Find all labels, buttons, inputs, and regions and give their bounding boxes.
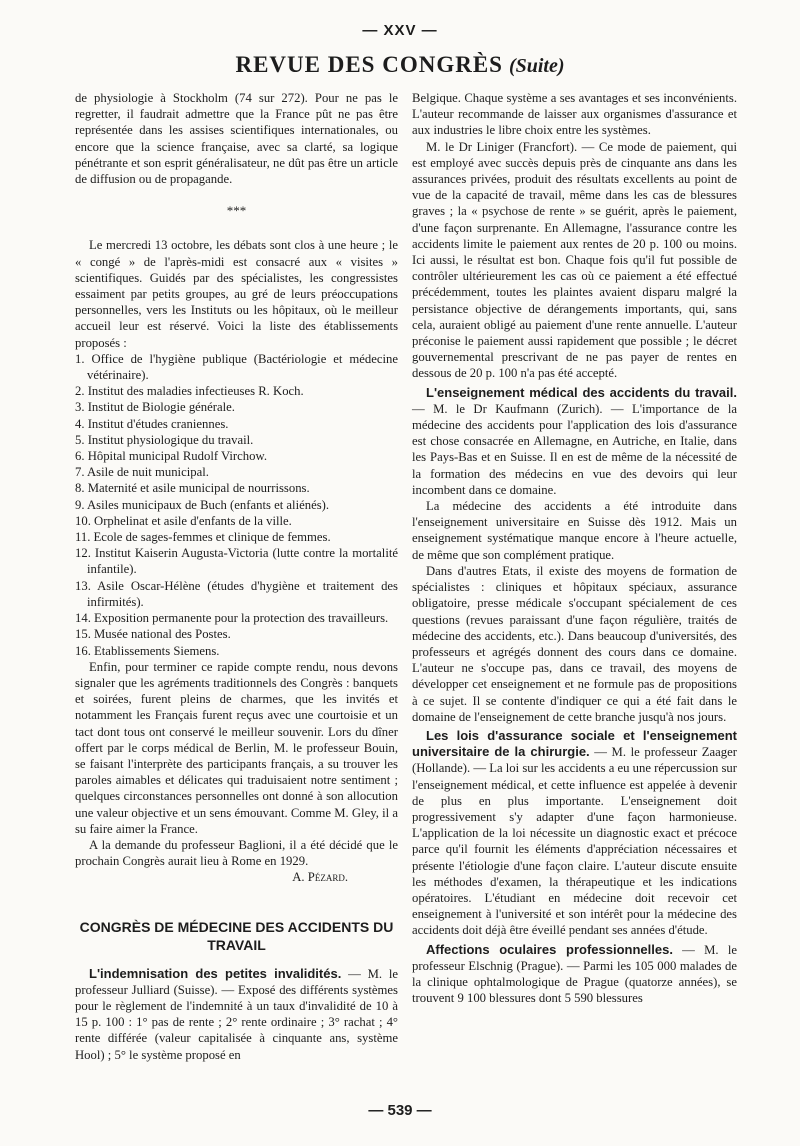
- subsection-heading: L'enseignement médical des accidents du travail.: [426, 384, 737, 400]
- author-signature: [75, 869, 398, 885]
- list-item: 10. Orphelinat et asile d'enfants de la ville.: [75, 513, 292, 528]
- subsection-affections-oculaires: [412, 942, 737, 1007]
- running-title-suite: (Suite): [508, 55, 565, 77]
- running-title-text: REVUE DES CONGRÈS: [235, 52, 503, 77]
- list-item: 3. Institut de Biologie générale.: [75, 400, 235, 415]
- signature-text: A. Pézard.: [292, 870, 348, 885]
- running-title: [0, 52, 800, 78]
- list-item: 5. Institut physiologique du travail.: [75, 432, 254, 447]
- subsection-indemnisation: [75, 966, 398, 1063]
- subsection-heading: Affections oculaires professionnelles.: [426, 941, 673, 957]
- left-paragraph-4: A la demande du professeur Baglioni, il a été décidé que le prochain Congrès aurait lieu à Rome en 1929.: [75, 837, 398, 869]
- institutions-list: [75, 351, 398, 659]
- right-paragraph-4: Dans d'autres Etats, il existe des moyens de formation de spécialistes : cliniques et hôpitaux spéciaux, assurance obligatoire, presse médicale s'occupant spécialement de ces questions (revues paraissant d'une façon régulière, traités de médecine des accidents, etc.). Dans beaucoup d'universités, des professeurs et agrégés donnent des cours dans ce domaine. L'auteur ne s'occupe pas, dans ce travail, des moyens de développer cet enseignement et ne formule pas de propositions à ce sujet. Il se contente d'indiquer ce qui a été fait dans le domaine de l'enseignement de cette branche jusqu'à nos jours.: [412, 563, 737, 724]
- left-paragraph-1: de physiologie à Stockholm (74 sur 272). Pour ne pas le regretter, il faudrait admettre que la France pût ne pas être représentée dans les assises scientifiques internationales, ou encore que la science française, avec sa clarté, sa logique pénétrante et son esprit généralisateur, ne dût pas être un article de diffusion ou de propagande.: [75, 91, 398, 187]
- subsection-heading: L'indemnisation des petites invalidités.: [89, 965, 342, 981]
- subsection-body: — M. le professeur Elschnig (Prague). — Parmi les 105 000 malades de la clinique ophtalmologique de Prague (quatorze années), se trouvent 9 100 blessures dont 5 590 blessures: [412, 942, 737, 1006]
- subsection-heading: Les lois d'assurance sociale et l'enseignement universitaire de la chirurgie.: [412, 727, 737, 760]
- list-item: 2. Institut des maladies infectieuses R. Koch.: [75, 384, 304, 399]
- page-folio: — XXV —: [362, 22, 438, 39]
- right-paragraph-1: Belgique. Chaque système a ses avantages et ses inconvénients. L'auteur recommande de laisser aux organismes d'assurance et aux industries le libre choix entre les systèmes.: [412, 91, 737, 138]
- left-column: [75, 90, 398, 1063]
- list-item: 6. Hôpital municipal Rudolf Virchow.: [75, 449, 267, 464]
- subsection-body: — M. le professeur Zaager (Hollande). — La loi sur les accidents a eu une répercussion sur l'enseignement médical, et cette influence est appelée à devenir de plus en plus importante. L'enseignement doit progressivement s'y adapter d'une façon harmonieuse. L'application de la loi nécessite un diagnostic exact et précoce parce qu'il fournit les éléments d'appréciation nécessaires et présente l'étiologie d'une façon claire. L'auteur discute ensuite les méthodes d'examen, la thérapeutique et les indications opératoires. L'étudiant en médecine doit recevoir cet enseignement à l'université et son intérêt pour la médecine des accidents doit déjà être éveillé pendant ses années d'étude.: [412, 745, 737, 938]
- subsection-enseignement: [412, 385, 737, 498]
- right-paragraph-3: La médecine des accidents a été introduite dans l'enseignement universitaire en Suisse dès 1912. Mais un enseignement systématique manque encore à l'heure actuelle, de même que son complément pratique.: [412, 499, 737, 562]
- list-item: 8. Maternité et asile municipal de nourrissons.: [75, 481, 310, 496]
- left-paragraph-2: Le mercredi 13 octobre, les débats sont clos à une heure ; le « congé » de l'après-midi est consacré aux « visites » scientifiques. Guidés par des spécialistes, les congressistes essaiment par petits groupes, au gré de leurs préoccupations personnelles, vers les Instituts ou les hôpitaux, où le meilleur accueil leur est réservé. Voici la liste des établissements proposés :: [75, 238, 398, 350]
- list-item: 4. Institut d'études craniennes.: [75, 416, 229, 431]
- subsection-body: — M. le professeur Julliard (Suisse). — Exposé des différents systèmes pour le règlement de l'indemnité à un taux d'invalidité de 10 à 15 p. 100 : 1° pas de rente ; 2° rente ordinaire ; 3° rachat ; 4° rente différée (valeur capitalisée à cinquante ans, système Hool) ; 5° le système proposé en: [75, 966, 398, 1062]
- list-item: 7. Asile de nuit municipal.: [75, 465, 209, 480]
- section-title: CONGRÈS DE MÉDECINE DES ACCIDENTS DU TRAVAIL: [79, 918, 394, 953]
- list-item: 16. Etablissements Siemens.: [75, 643, 220, 658]
- page-number: — 539 —: [368, 1102, 432, 1119]
- right-column: [412, 90, 737, 1006]
- subsection-lois-assurance: [412, 728, 737, 939]
- subsection-body: — M. le Dr Kaufmann (Zurich). — L'importance de la médecine des accidents pour l'application des lois d'assurance est chose consacrée en Allemagne, en Autriche, en Italie, dans les Pays-Bas et en Suisse. Il en est de même de la nécessité de la formation des médecins en vue des devoirs qui leur incombent dans ce domaine.: [412, 401, 737, 497]
- list-item: 12. Institut Kaiserin Augusta-Victoria (lutte contre la mortalité infantile).: [75, 546, 398, 577]
- left-paragraph-3: Enfin, pour terminer ce rapide compte rendu, nous devons signaler que les agréments traditionnels des Congrès : banquets et soirées, furent pleins de charmes, que les invités et notamment les Français furent reçus avec une courtoisie et un tact dont tous ont conservé le meilleur souvenir. Lors du dîner offert par le corps médical de Berlin, M. le professeur Bouin, se faisant l'interprète des participants français, a su trouver les paroles aimables et délicates qui traduisaient notre sentiment ; quelques circonstances personnelles ont donné à son allocution une valeur objective et un sens émouvant. Comme M. Gley, il a su faire aimer la France.: [75, 659, 398, 836]
- list-item: 15. Musée national des Postes.: [75, 627, 231, 642]
- list-item: 14. Exposition permanente pour la protection des travailleurs.: [75, 611, 389, 626]
- right-paragraph-2: M. le Dr Liniger (Francfort). — Ce mode de paiement, qui est employé avec succès depuis près de cinquante ans dans les assurances privées, produit des résultats excellents au point de vue de la capacité de travail, même dans les cas de blessures graves ; la « psychose de rente » se guérit, après le paiement, d'une façon surprenante. En Allemagne, l'assurance contre les accidents limite le paiement aux rentes de 20 p. 100 ou moins. Ici aussi, le résultat est bon. Chaque fois qu'il fut possible de contrôler ultérieurement les cas où ce paiement a été effectué précédemment, toutes les plaintes avaient disparu malgré la persistance objective de dérangements importants, qui, sans cela, auraient obligé au paiement d'une rente annuelle. L'auteur préconise le paiement aussi rapidement que possible ; le décret gouvernemental prescrivant de ne pas payer de rentes en dessous de 20 p. 100 n'a pas été accepté.: [412, 139, 737, 381]
- list-item: 9. Asiles municipaux de Buch (enfants et aliénés).: [75, 497, 330, 512]
- list-item: 11. Ecole de sages-femmes et clinique de femmes.: [75, 530, 331, 545]
- list-item: 1. Office de l'hygiène publique (Bactériologie et médecine vétérinaire).: [75, 351, 398, 383]
- list-item: 13. Asile Oscar-Hélène (études d'hygiène et traitement des infirmités).: [75, 578, 398, 609]
- section-separator: ***: [226, 203, 247, 219]
